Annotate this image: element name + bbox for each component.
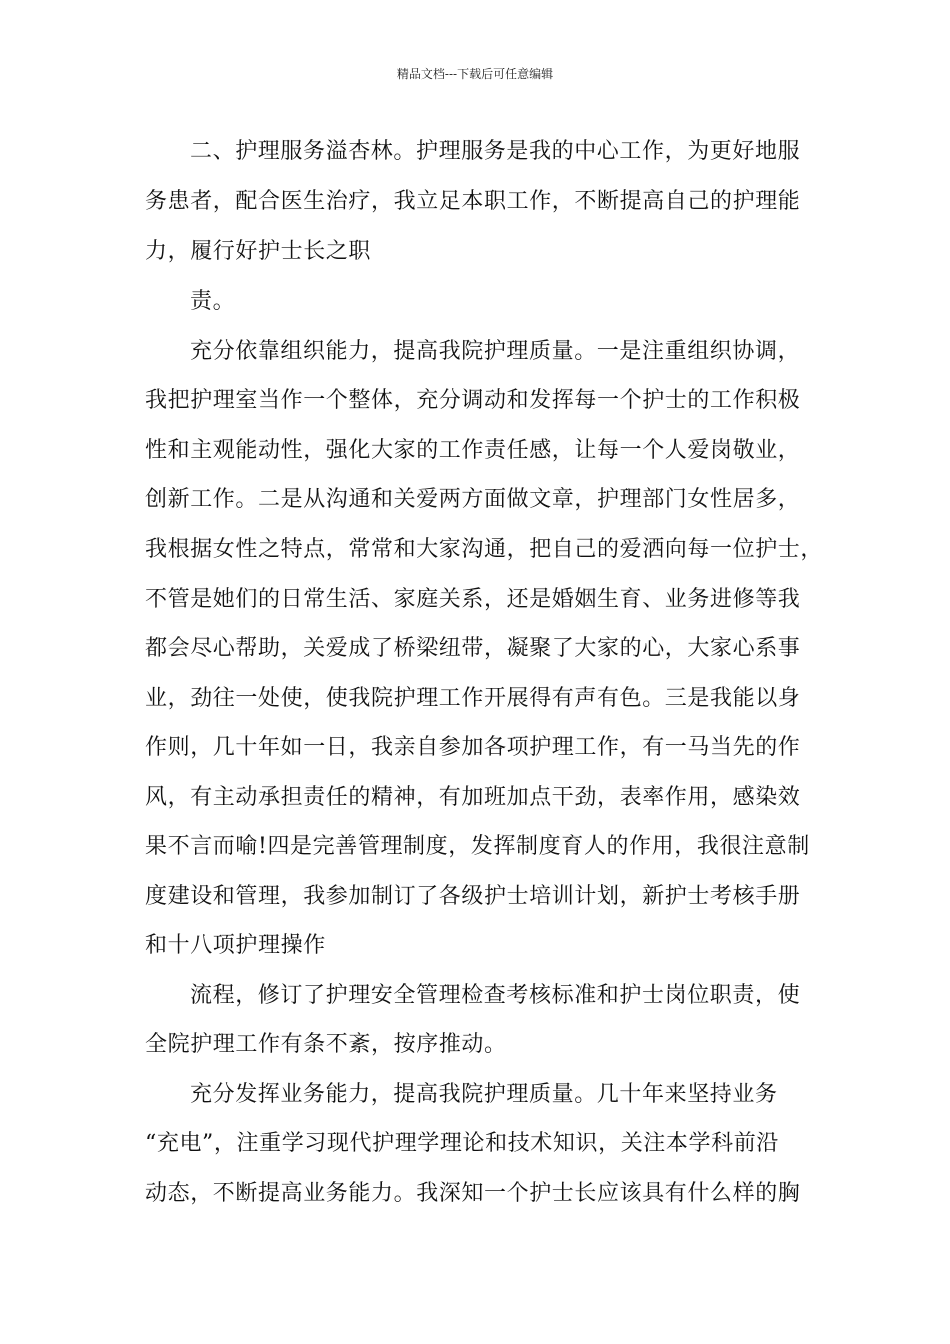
text-line: 动态，不断提高业务能力。我深知一个护士长应该具有什么样的胸 xyxy=(145,1181,801,1206)
text-line: 力，履行好护士长之职 xyxy=(145,239,372,264)
text-line: 责。 xyxy=(190,289,236,314)
text-line: 我把护理室当作一个整体，充分调动和发挥每一个护士的工作积极 xyxy=(145,388,801,413)
text-line: 风，有主动承担责任的精神，有加班加点干劲，表率作用，感染效 xyxy=(145,785,801,810)
text-line: 作则，几十年如一日，我亲自参加各项护理工作，有一马当先的作 xyxy=(145,735,801,760)
text-line: 性和主观能动性，强化大家的工作责任感，让每一个人爱岗敬业， xyxy=(145,438,801,463)
text-line: 流程，修订了护理安全管理检查考核标准和护士岗位职责，使 xyxy=(190,983,801,1008)
text-line: 和十八项护理操作 xyxy=(145,933,326,958)
page-header: 精品文档---下载后可任意编辑 xyxy=(396,67,554,81)
text-line: 果不言而喻!四是完善管理制度，发挥制度育人的作用，我很注意制 xyxy=(145,834,810,859)
text-line: 充分依靠组织能力，提高我院护理质量。一是注重组织协调， xyxy=(190,339,801,364)
text-line: 我根据女性之特点，常常和大家沟通，把自己的爱洒向每一位护士， xyxy=(145,537,824,562)
text-line: 创新工作。二是从沟通和关爱两方面做文章，护理部门女性居多， xyxy=(145,487,801,512)
text-line: “充电”，注重学习现代护理学理论和技术知识，关注本学科前沿 xyxy=(145,1131,779,1156)
text-line: 二、护理服务溢杏林。护理服务是我的中心工作，为更好地服 xyxy=(190,139,801,164)
text-line: 不管是她们的日常生活、家庭关系，还是婚姻生育、业务进修等我 xyxy=(145,587,801,612)
text-line: 度建设和管理，我参加制订了各级护士培训计划，新护士考核手册 xyxy=(145,884,801,909)
text-line: 业，劲往一处使，使我院护理工作开展得有声有色。三是我能以身 xyxy=(145,686,801,711)
text-line: 全院护理工作有条不紊，按序推动。 xyxy=(145,1032,507,1057)
text-line: 都会尽心帮助，关爱成了桥梁纽带，凝聚了大家的心，大家心系事 xyxy=(145,636,801,661)
text-line: 充分发挥业务能力，提高我院护理质量。几十年来坚持业务 xyxy=(190,1082,778,1107)
text-line: 务患者，配合医生治疗，我立足本职工作，不断提高自己的护理能 xyxy=(145,189,801,214)
